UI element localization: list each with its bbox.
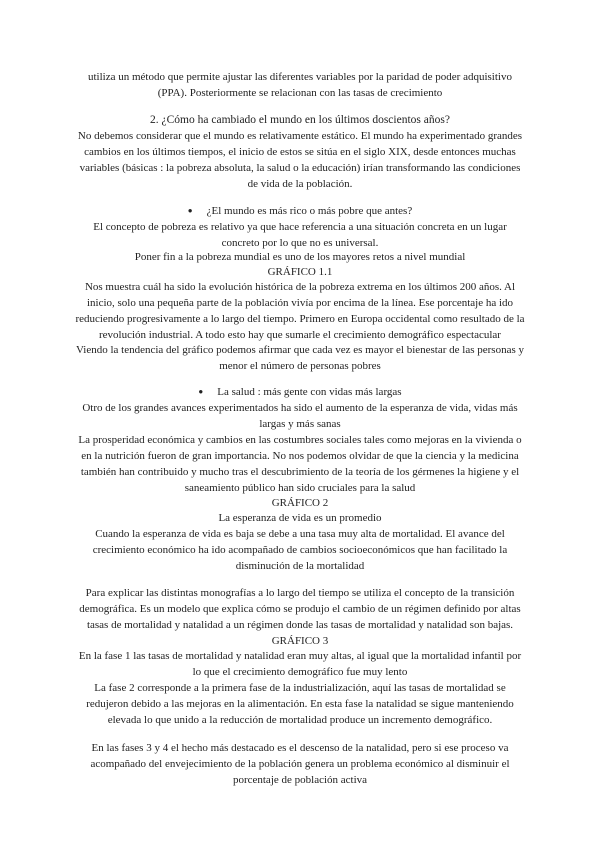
figure-label: GRÁFICO 2 [271, 497, 329, 509]
text-line: disminución de la mortalidad [235, 560, 365, 572]
text-line: menor el número de personas pobres [219, 360, 381, 372]
figure-label: GRÁFICO 1.1 [267, 266, 333, 278]
text-line: lo que el crecimiento demográfico fue muy lento [192, 666, 408, 678]
text-line: en la nutrición fueron de gran importancia. No nos podemos olvidar de que la ciencia y la medicina [81, 450, 519, 462]
text-line: cambios en los últimos tiempos, el inicio de estos se sitúa en el siglo XIX, desde entonces muchas [84, 146, 516, 158]
text-line: reduciendo progresivamente a lo largo del tiempo. Primero en Europa occidental como resultado de la [75, 313, 525, 325]
text-line: porcentaje de población activa [232, 774, 368, 786]
text-line: (PPA). Posteriormente se relacionan con las tasas de crecimiento [157, 87, 443, 99]
text-line: La fase 2 corresponde a la primera fase de la industrialización, aquí las tasas de mortalidad se [94, 682, 506, 694]
text-line: largas y más sanas [259, 418, 341, 430]
text-line: Para explicar las distintas monografías a lo largo del tiempo se utiliza el concepto de la transición [85, 587, 515, 599]
text-line: utiliza un método que permite ajustar las diferentes variables por la paridad de poder adquisitivo [88, 71, 512, 83]
text-line: tasas de mortalidad y natalidad a un régimen donde las tasas de mortalidad y natalidad son bajas. [86, 619, 514, 631]
text-line: elevada lo que unido a la reducción de mortalidad produce un incremento demográfico. [107, 714, 493, 726]
text-line: redujeron debido a las mejoras en la alimentación. En esta fase la natalidad se sigue manteniendo [86, 698, 514, 710]
text-line: En las fases 3 y 4 el hecho más destacado es el descenso de la natalidad, pero si ese proceso va [91, 742, 509, 754]
text-line: Cuando la esperanza de vida es baja se debe a una tasa muy alta de mortalidad. El avance del [95, 528, 505, 540]
text-line: Nos muestra cuál ha sido la evolución histórica de la pobreza extrema en los últimos 200 años. Al [84, 281, 516, 293]
text-line: Viendo la tendencia del gráfico podemos afirmar que cada vez es mayor el bienestar de las personas y [75, 344, 524, 356]
text-line: No debemos considerar que el mundo es relativamente estático. El mundo ha experimentado grandes [77, 130, 523, 142]
bullet-heading: ● ¿El mundo es más rico o más pobre que antes? [60, 204, 540, 219]
figure-subtitle: La esperanza de vida es un promedio [218, 512, 382, 524]
figure-label: GRÁFICO 3 [271, 635, 329, 647]
text-line: Otro de los grandes avances experimentados ha sido el aumento de la esperanza de vida, vidas más [82, 402, 518, 414]
bullet-heading: ● La salud : más gente con vidas más largas [60, 385, 540, 400]
text-line: saneamiento público han sido cruciales para la salud [184, 482, 416, 494]
text-line: revolución industrial. A todo esto hay que sumarle el crecimiento demográfico espectacular [99, 329, 501, 341]
text-line: En la fase 1 las tasas de mortalidad y natalidad eran muy altas, al igual que la mortalidad infantil por [78, 650, 522, 662]
text-line: Poner fin a la pobreza mundial es uno de los mayores retos a nivel mundial [134, 251, 466, 263]
text-line: variables (básicas : la pobreza absoluta, la salud o la educación) irían transformando las condiciones [79, 162, 521, 174]
text-line: crecimiento económico ha ido acompañado de cambios socioeconómicos que han facilitado la [92, 544, 508, 556]
text-line: también han contribuido y mucho tras el descubrimiento de la teoría de los gérmenes la higiene y el [80, 466, 520, 478]
text-line: acompañado del envejecimiento de la población genera un problema económico al disminuir el [90, 758, 510, 770]
text-line: El concepto de pobreza es relativo ya que hace referencia a una situación concreta en un lugar [93, 221, 507, 233]
section-heading: 2. ¿Cómo ha cambiado el mundo en los últimos doscientos años? [150, 114, 450, 126]
text-line: concreto por lo que no es universal. [221, 237, 379, 249]
text-line: inicio, solo una pequeña parte de la población vivía por encima de la línea. Ese porcentaje ha ido [86, 297, 514, 309]
text-line: La prosperidad económica y cambios en las costumbres sociales tales como mejoras en la vivienda o [78, 434, 522, 446]
text-line: demográfica. Es un modelo que explica cómo se produjo el cambio de un régimen definido por altas [79, 603, 521, 615]
text-line: de vida de la población. [247, 178, 353, 190]
